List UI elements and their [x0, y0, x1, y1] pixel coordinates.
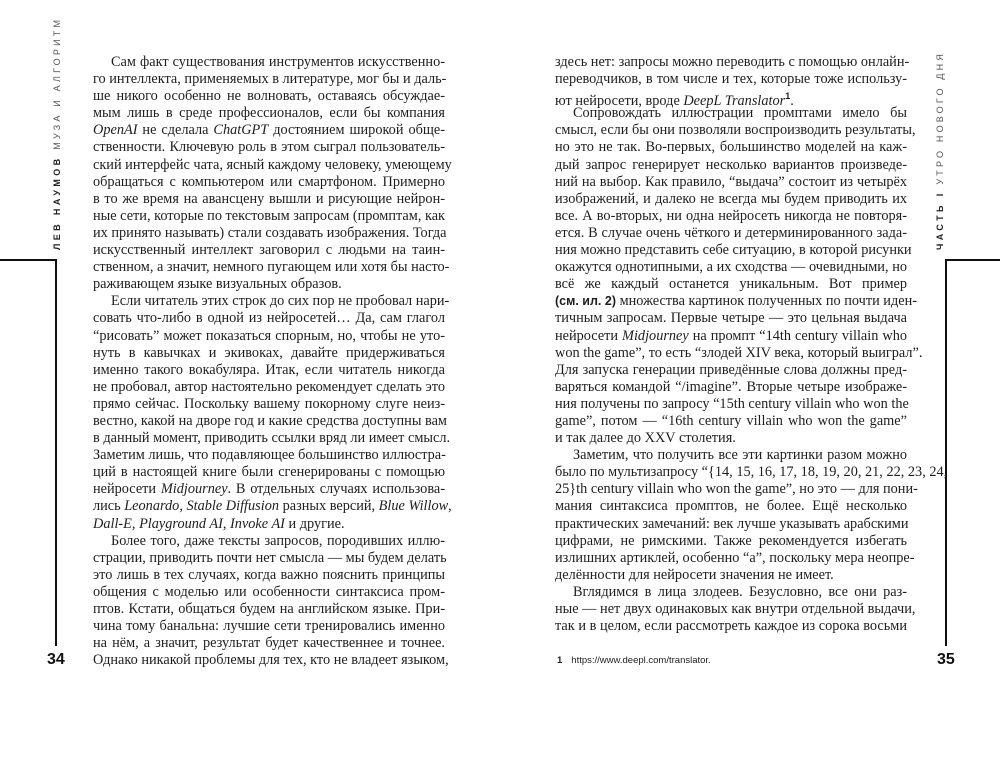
text-line [93, 71, 445, 88]
text-run: ственном, а значит, немного пугающем или хотя бы насто- [93, 259, 450, 276]
text-line [555, 549, 915, 567]
text-run: искусственный интеллект заговорил с людьми на таин- [93, 242, 445, 259]
text-line [555, 105, 907, 122]
text-run: общения с моделью или особенности синтаксиса пром- [93, 583, 445, 600]
text-line [93, 481, 445, 498]
text-run: , [222, 515, 231, 532]
text-run: Для запуска генерации приведённые слова должны пред- [555, 361, 907, 378]
text-line [555, 191, 907, 208]
text-run: смысл, если бы они позволяли воспроизводить результаты, [555, 122, 916, 139]
text-run: прямо сейчас. Поскольку вашему покорному слуге неиз- [93, 395, 445, 412]
paragraph [555, 583, 916, 635]
text-run: ственности. Ключевую роль в этом сыграл пользователь- [93, 139, 445, 156]
text-line [93, 601, 445, 618]
text-line [555, 71, 907, 88]
text-run: 25}th century villain who won the game”, но это — для пони- [555, 481, 918, 498]
text-run: game”, потом — “16th century villain who won the game” [555, 412, 907, 429]
text-run: Если читатель этих строк до сих пор не пробовал нари- [111, 293, 450, 310]
text-run: ский интерфейс чата, ясный каждому человеку, умеющему [93, 156, 452, 173]
footnote-marker: 1 [785, 91, 791, 102]
paragraph [93, 532, 449, 670]
text-line [93, 618, 445, 635]
page-number-right: 35 [937, 651, 955, 668]
text-line [555, 413, 907, 430]
text-line [555, 516, 907, 533]
running-head-right [935, 50, 945, 250]
text-line [93, 550, 445, 567]
figure-reference: (см. ил. 2) [555, 294, 616, 309]
text-line [93, 533, 445, 550]
text-line [555, 122, 916, 139]
text-run: тичным запросам. Первые четыре — это цельная выдача [555, 310, 907, 327]
text-run: ные сети, которые по текстовым запросам (промптам, как [93, 207, 445, 224]
text-line [93, 635, 445, 652]
text-run: изображений, и далеко не всегда мы будем приводить их [555, 190, 907, 207]
paragraph [93, 293, 452, 532]
text-run: мым лишь в среде профессионалов, если бы компания [93, 105, 445, 122]
text-line [93, 567, 445, 584]
text-run: Более того, даже тексты запросов, породивших иллю- [111, 532, 445, 549]
italic-term: Midjourney [622, 327, 689, 344]
footnote [557, 655, 711, 666]
page-edge-rule [945, 259, 1000, 261]
footnote-number: 1 [557, 655, 563, 666]
page-edge-rule [55, 259, 57, 646]
page-edge-rule [945, 259, 947, 646]
text-run: Сам факт существования инструментов искусственно- [111, 54, 445, 70]
book-title: МУЗА И АЛГОРИТМ [52, 16, 62, 150]
text-line [93, 413, 445, 430]
text-line [555, 584, 907, 601]
italic-term: ChatGPT [213, 122, 269, 139]
text-run: не сделала [137, 122, 214, 139]
text-run: не пробовал, автор настоятельно рекомендует сделать это [93, 378, 445, 395]
text-run: вестно, какой на дворе год и какие средства доступны вам [93, 412, 447, 429]
text-line [93, 191, 445, 208]
body-text-left [93, 54, 452, 669]
text-run: обращаться с компьютером или смартфоном. Примерно [93, 173, 445, 190]
text-line [93, 362, 445, 379]
text-run: цифрами, не римскими. Также рекомендуется избегать [555, 532, 907, 549]
text-run: на нём, а значит, результат будет качественнее и точнее. [93, 635, 445, 652]
text-run: так и в целом, если рассмотреть каждое из сорока восьми [555, 618, 907, 635]
text-line [555, 430, 907, 447]
text-line [93, 208, 445, 225]
text-run: ния можно представить себе ситуацию, в которой рисунки [555, 242, 912, 259]
text-line [555, 174, 907, 191]
italic-term: Midjourney [160, 481, 228, 498]
text-line [555, 533, 907, 550]
text-run: ные — нет двух одинаковых как внутри отдельной выдачи, [555, 601, 916, 617]
text-run: здесь нет: запросы можно переводить с помощью онлайн- [555, 54, 910, 70]
text-line [93, 88, 445, 105]
text-run: было по мультизапросу “{14, 15, 16, 17, 18, 19, 20, 21, 22, 23, 24, [555, 464, 948, 481]
text-run: нейросети [93, 481, 161, 498]
text-line [93, 310, 445, 327]
text-run: чина тому банальна: лучшие сети тренировались именно [93, 618, 445, 635]
text-run: излишних артиклей, особенно “a”, поскольку мера неопре- [555, 549, 915, 566]
text-line [93, 122, 445, 139]
text-run: но это не так. Во-первых, большинство моделей на каж- [555, 139, 907, 156]
text-line [93, 139, 445, 156]
text-line [555, 618, 907, 635]
text-run: птов. Кстати, общаться будем на английском языке. При- [93, 601, 445, 617]
text-run: Однако никакой проблемы для тех, кто не владеет языком, [93, 652, 449, 669]
part-label: ЧАСТЬ I [935, 190, 945, 250]
text-line [555, 601, 916, 618]
text-line [555, 276, 907, 293]
text-line [93, 447, 445, 464]
text-run: дый запрос генерирует несколько вариантов произведе- [555, 156, 907, 173]
text-line [93, 498, 452, 515]
text-line [555, 567, 907, 584]
text-run: и так далее до XXV столетия. [555, 430, 736, 447]
text-line [93, 105, 445, 122]
text-run: совать что-либо в одной из нейросетей… Да, сам глагол [93, 310, 445, 327]
italic-term: Dall-E [93, 515, 132, 532]
text-run: на промпт “14th century villain who [688, 327, 907, 344]
text-run: их принято называть) стали создавать изображения. Тогда [93, 224, 447, 241]
text-line [555, 328, 907, 345]
text-run: переводчиков, в том числе и тех, которые тоже использу- [555, 71, 907, 88]
text-run: ют нейросети, вроде [555, 92, 684, 109]
paragraph [555, 54, 910, 109]
text-line [93, 345, 445, 362]
text-run: нейросети [555, 327, 623, 344]
text-run: делённости для нейросети значения не имеет. [555, 566, 834, 583]
text-line [555, 362, 907, 379]
text-run: лись [93, 498, 125, 515]
text-run: варяться командой “/imagine”. Вторые четыре изображе- [555, 378, 907, 395]
page-edge-rule [0, 259, 57, 261]
text-run: Заметим, что получить все эти картинки разом можно [573, 447, 907, 464]
text-line [93, 584, 445, 601]
text-run: . В отдельных случаях использова- [227, 481, 445, 498]
italic-term: Playground AI [139, 515, 223, 532]
text-line [93, 516, 445, 533]
italic-term: Blue Willow [378, 498, 449, 515]
text-run: Сопровождать иллюстрации промптами имело бы [573, 105, 907, 122]
text-run: мания синтаксиса промптов, не более. Ещё несколько [555, 498, 907, 515]
text-run: ний на выбор. Как правило, “выдача” состоит из четырёх [555, 173, 907, 190]
text-line [555, 464, 948, 481]
text-line [93, 396, 445, 413]
text-line [555, 498, 907, 515]
text-run: ния получены по запросу “15th century villain who won the [555, 395, 909, 412]
text-run: won the game”, то есть “злодей XIV века, который выиграл”. [555, 344, 923, 361]
text-line [555, 293, 917, 310]
paragraph [555, 447, 948, 584]
text-line [555, 344, 923, 362]
paragraph [93, 54, 452, 293]
italic-term: Stable Diffusion [186, 498, 280, 515]
text-line [93, 652, 449, 669]
text-line [93, 54, 445, 71]
text-line [555, 88, 907, 109]
text-run: страции, приводить почти нет смысла — мы будем делать [93, 549, 447, 566]
text-run: раживающем языке визуальных образов. [93, 276, 342, 293]
text-run: го интеллекта, применяемых в литературе, мог бы и даль- [93, 71, 447, 88]
text-line [93, 464, 445, 481]
text-line [555, 242, 912, 259]
text-line [93, 259, 450, 276]
text-line [555, 208, 907, 225]
author-name: ЛЕВ НАУМОВ [52, 155, 62, 250]
text-run: , [179, 498, 187, 515]
text-run: в данный момент, приводить ссылки вряд ли имеет смысл. [93, 430, 451, 447]
italic-term: DeepL Translator [683, 92, 786, 109]
italic-term: Invoke AI [230, 515, 285, 532]
text-run: это лишь в тех случаях, когда важно пояснить принципы [93, 566, 445, 583]
text-run: практических замечаний: век лучше указывать арабскими [555, 515, 909, 532]
text-line [93, 430, 451, 447]
text-line [555, 310, 907, 327]
text-line [93, 225, 445, 242]
text-run: все. А во-вторых, ни одна нейросеть никогда не повторя- [555, 207, 907, 224]
text-run: в то же время на авансцену вышли и рисующие нейрон- [93, 190, 445, 207]
running-head-left [52, 16, 62, 250]
text-run: “рисовать” может показаться спорным, но, чтобы не уто- [93, 327, 445, 344]
text-run: Заметим лишь, что подавляющее большинство иллюстра- [93, 447, 446, 464]
italic-term: Leonardo [124, 498, 180, 515]
text-line [93, 156, 452, 174]
text-run: именно такого вокабуляра. Итак, если читатель никогда [93, 361, 445, 378]
text-line [93, 379, 445, 396]
italic-term: OpenAI [93, 122, 138, 139]
text-line [555, 225, 907, 242]
text-line [555, 396, 907, 413]
text-run: , [131, 515, 140, 532]
text-line [93, 276, 445, 293]
text-line [93, 328, 445, 345]
text-run: и другие. [284, 515, 345, 532]
text-run: ше никого особенно не волновать, оставаясь обсуждае- [93, 88, 445, 105]
text-run: . [790, 92, 794, 109]
text-line [93, 293, 450, 310]
text-line [555, 54, 910, 71]
text-line [555, 447, 907, 464]
paragraph [555, 105, 923, 447]
text-run: Вглядимся в лица злодеев. Безусловно, все они раз- [573, 583, 907, 600]
chapter-title: УТРО НОВОГО ДНЯ [935, 50, 945, 185]
text-run: достоянием широкой обще- [268, 122, 445, 139]
text-line [555, 379, 907, 396]
text-line [555, 139, 907, 156]
text-run: , [448, 498, 452, 515]
text-run: всё же каждый останется уникальным. Вот пример [555, 276, 907, 293]
text-line [555, 481, 918, 498]
text-line [93, 174, 445, 191]
text-run: разных версий, [279, 498, 379, 515]
text-run: ется. В случае очень чёткого и детерминированного зада- [555, 224, 907, 241]
text-line [555, 157, 907, 174]
text-line [555, 259, 907, 276]
text-run: множества картинок полученных по почти иден- [616, 293, 917, 310]
text-run: ций в настоящей книге были сгенерированы с помощью [93, 464, 445, 481]
text-run: окажутся однотипными, а их сходства — очевидными, но [555, 259, 907, 276]
footnote-link[interactable]: https://www.deepl.com/translator. [571, 655, 711, 666]
text-run: нуть в кавычках и экивоках, давайте придерживаться [93, 344, 445, 361]
page-number-left: 34 [47, 651, 65, 668]
text-line [93, 242, 445, 259]
